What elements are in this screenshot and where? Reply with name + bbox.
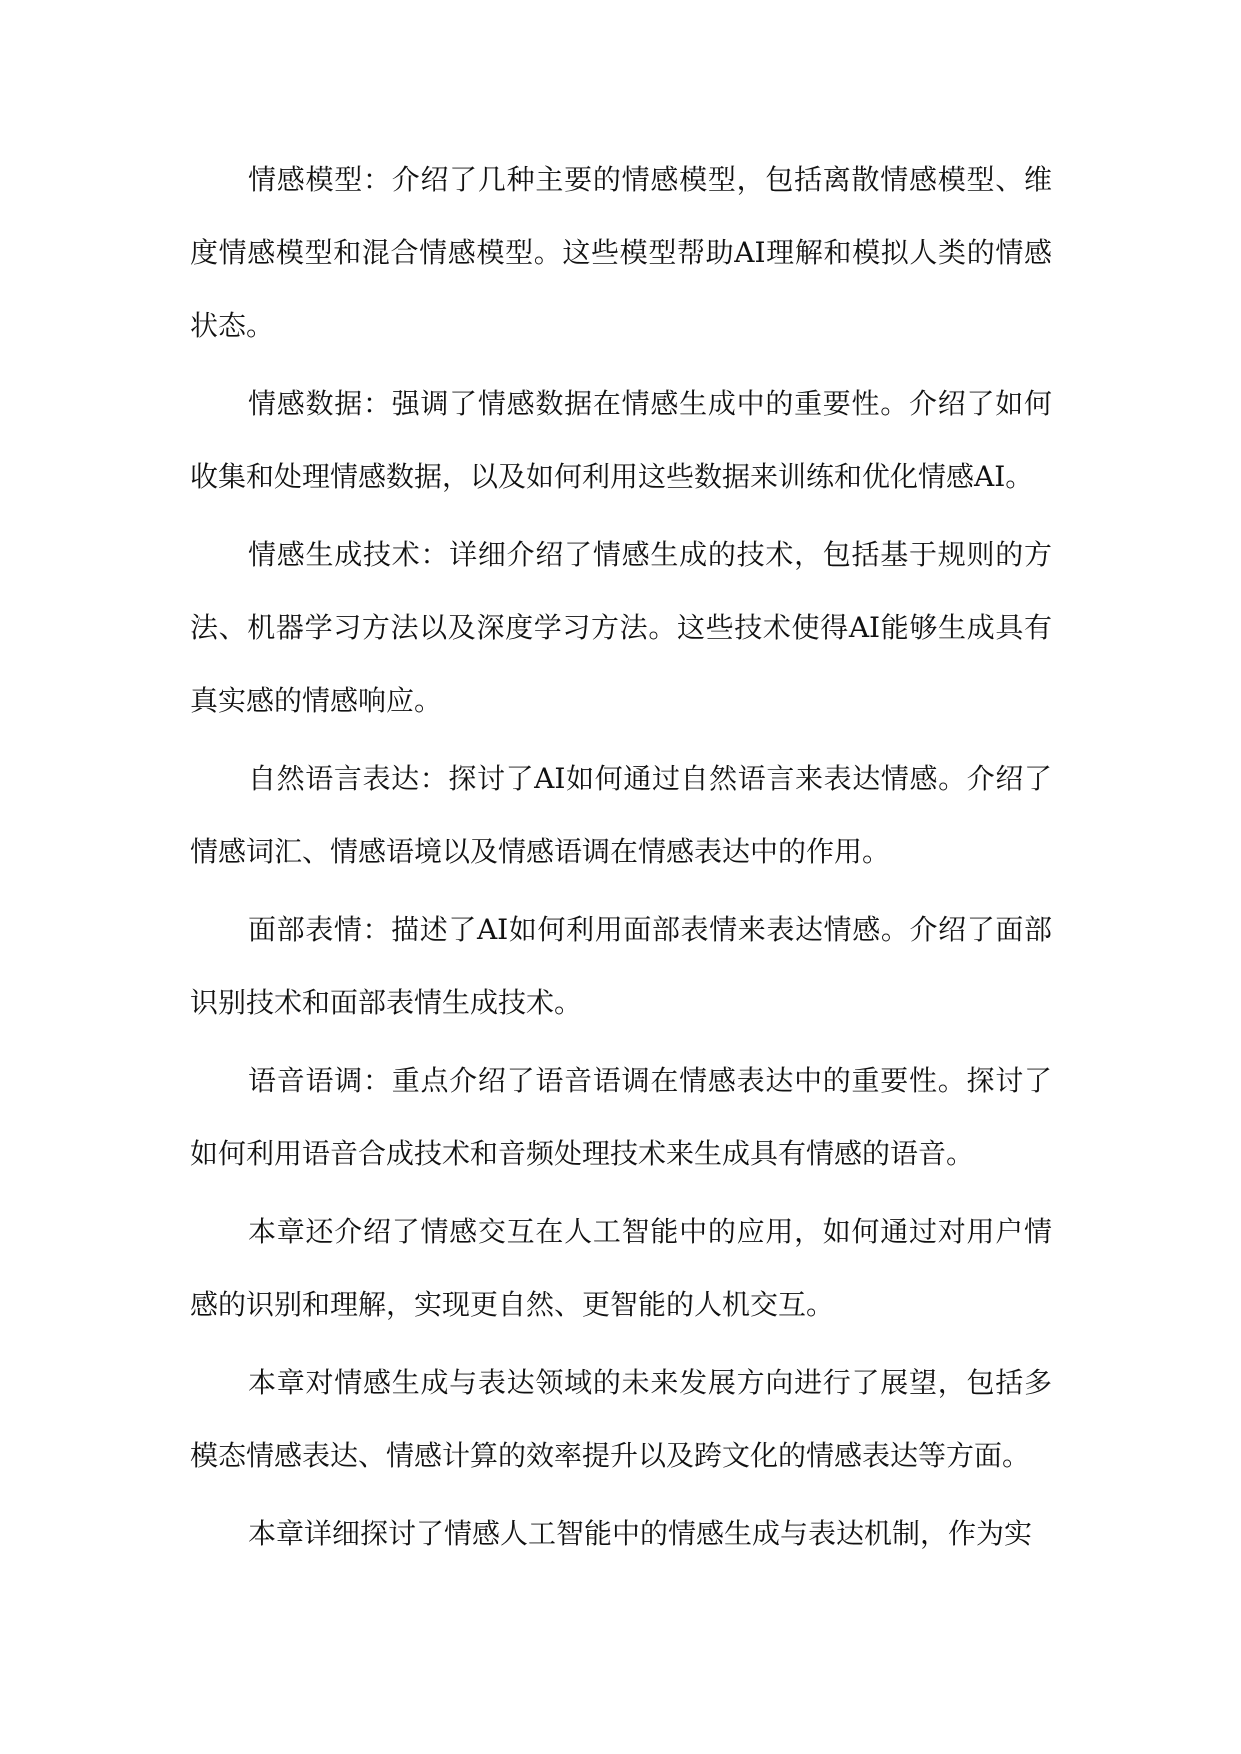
paragraph-voice-tone: 语音语调：重点介绍了语音语调在情感表达中的重要性。探讨了如何利用语音合成技术和音频处理技术来生成具有情感的语音。 bbox=[190, 1064, 1052, 1170]
paragraph-chapter-summary: 本章详细探讨了情感人工智能中的情感生成与表达机制，作为实 bbox=[248, 1517, 1033, 1550]
paragraph-facial-expression: 面部表情：描述了AI如何利用面部表情来表达情感。介绍了面部识别技术和面部表情生成技术。 bbox=[190, 913, 1052, 1019]
paragraph-future-outlook: 本章对情感生成与表达领域的未来发展方向进行了展望，包括多模态情感表达、情感计算的效率提升以及跨文化的情感表达等方面。 bbox=[190, 1366, 1052, 1472]
paragraph-emotion-interaction: 本章还介绍了情感交互在人工智能中的应用，如何通过对用户情感的识别和理解，实现更自然、更智能的人机交互。 bbox=[190, 1215, 1052, 1321]
document-body bbox=[190, 143, 1052, 1575]
paragraph-emotion-models: 情感模型：介绍了几种主要的情感模型，包括离散情感模型、维度情感模型和混合情感模型。这些模型帮助AI理解和模拟人类的情感状态。 bbox=[190, 163, 1052, 342]
paragraph-emotion-data: 情感数据：强调了情感数据在情感生成中的重要性。介绍了如何收集和处理情感数据，以及如何利用这些数据来训练和优化情感AI。 bbox=[190, 387, 1052, 493]
paragraph-emotion-generation-tech: 情感生成技术：详细介绍了情感生成的技术，包括基于规则的方法、机器学习方法以及深度学习方法。这些技术使得AI能够生成具有真实感的情感响应。 bbox=[190, 538, 1052, 717]
paragraph-natural-language: 自然语言表达：探讨了AI如何通过自然语言来表达情感。介绍了情感词汇、情感语境以及情感语调在情感表达中的作用。 bbox=[190, 762, 1052, 868]
